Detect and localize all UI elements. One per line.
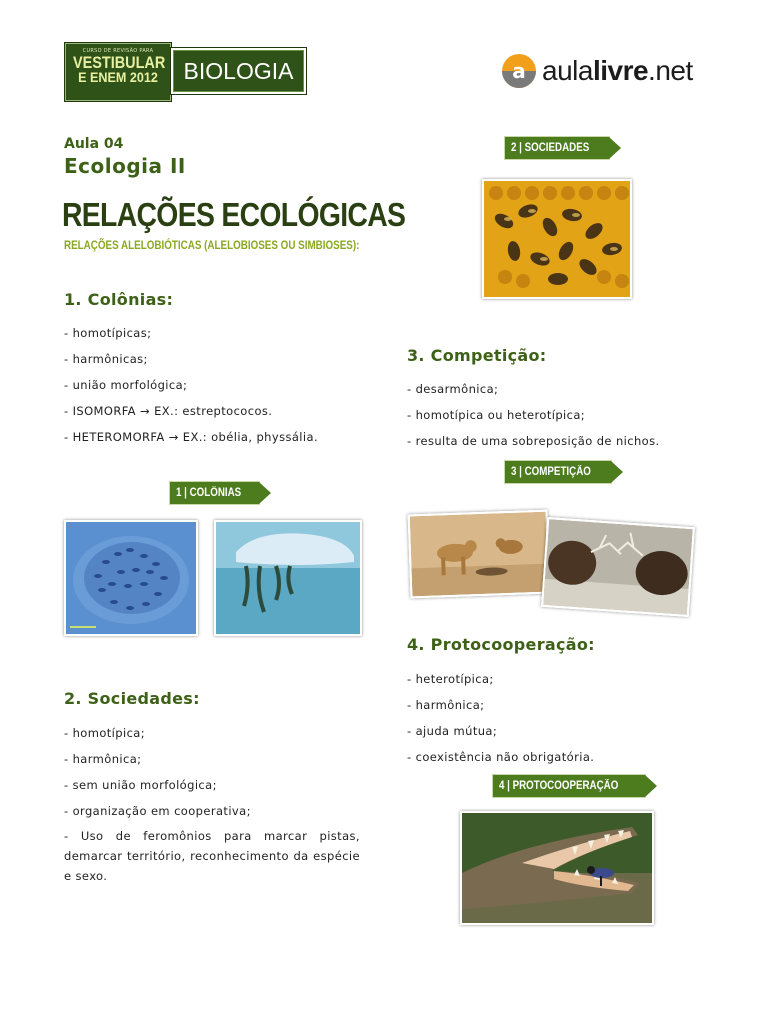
list-item: - harmônica; bbox=[64, 752, 142, 766]
list-item: - organização em cooperativa; bbox=[64, 804, 251, 818]
logo-line2: VESTIBULAR bbox=[72, 53, 166, 72]
section-title-colonias: 1. Colônias: bbox=[64, 290, 174, 309]
course-logo bbox=[64, 42, 172, 102]
page-title: RELAÇÕES ECOLÓGICAS bbox=[62, 196, 406, 233]
physalia-illustration bbox=[216, 522, 360, 634]
tag-competicao: 3 | COMPETIÇÃO bbox=[505, 461, 611, 483]
subject-label: BIOLOGIA bbox=[170, 47, 307, 95]
bacteria-colony-image bbox=[64, 520, 198, 636]
section-title-sociedades: 2. Sociedades: bbox=[64, 689, 200, 708]
lesson-number: Aula 04 bbox=[64, 136, 124, 152]
section-title-protocooperacao: 4. Protocooperação: bbox=[407, 635, 595, 654]
bees-illustration bbox=[484, 181, 630, 297]
brand-logo[interactable] bbox=[502, 52, 693, 90]
bacteria-illustration bbox=[66, 522, 196, 634]
list-item: - homotípicas; bbox=[64, 326, 152, 340]
list-item: - desarmônica; bbox=[407, 382, 499, 396]
crocodile-bird-image bbox=[460, 811, 654, 925]
list-item: - harmônicas; bbox=[64, 352, 148, 366]
tag-sociedades: 2 | SOCIEDADES bbox=[505, 137, 609, 159]
deer-illustration bbox=[543, 519, 693, 615]
list-item: - união morfológica; bbox=[64, 378, 188, 392]
logo-line1: CURSO DE REVISÃO PARA bbox=[82, 48, 154, 54]
lions-illustration bbox=[410, 512, 549, 597]
page-subtitle: RELAÇÕES ALELOBIÓTICAS (ALELOBIOSES OU SIMBIOSES): bbox=[64, 238, 360, 252]
sociedades-paragraph: - Uso de feromônios para marcar pistas, demarcar território, reconhecimento da espécie e sexo. bbox=[64, 829, 360, 883]
list-competicao bbox=[407, 380, 660, 458]
deer-image bbox=[541, 517, 695, 617]
list-item: - homotípica; bbox=[64, 726, 146, 740]
list-colonias bbox=[64, 324, 318, 454]
list-item: - ISOMORFA → EX.: estreptococos. bbox=[64, 404, 273, 418]
crocodile-illustration bbox=[462, 813, 652, 923]
tag-colonias: 1 | COLÔNIAS bbox=[170, 482, 259, 504]
list-item: - harmônica; bbox=[407, 698, 485, 712]
list-sociedades bbox=[64, 724, 251, 828]
logo-line3: E ENEM 2012 bbox=[78, 69, 158, 85]
lions-image bbox=[408, 510, 551, 599]
list-item: - sem união morfológica; bbox=[64, 778, 217, 792]
brand-text: aulalivre.net bbox=[542, 55, 693, 86]
tag-protocooperacao: 4 | PROTOCOOPERAÇÃO bbox=[493, 775, 645, 797]
list-protocooperacao bbox=[407, 670, 594, 774]
physalia-image bbox=[214, 520, 362, 636]
lesson-title: Ecologia II bbox=[64, 154, 186, 178]
list-item: - coexistência não obrigatória. bbox=[407, 750, 595, 764]
section-title-competicao: 3. Competição: bbox=[407, 346, 547, 365]
list-item: - resulta de uma sobreposição de nichos. bbox=[407, 434, 660, 448]
bees-image bbox=[482, 179, 632, 299]
list-item: - homotípica ou heterotípica; bbox=[407, 408, 586, 422]
brand-icon: a bbox=[502, 54, 536, 88]
list-item: - HETEROMORFA → EX.: obélia, physsália. bbox=[64, 430, 318, 444]
list-item: - ajuda mútua; bbox=[407, 724, 498, 738]
list-item: - heterotípica; bbox=[407, 672, 494, 686]
